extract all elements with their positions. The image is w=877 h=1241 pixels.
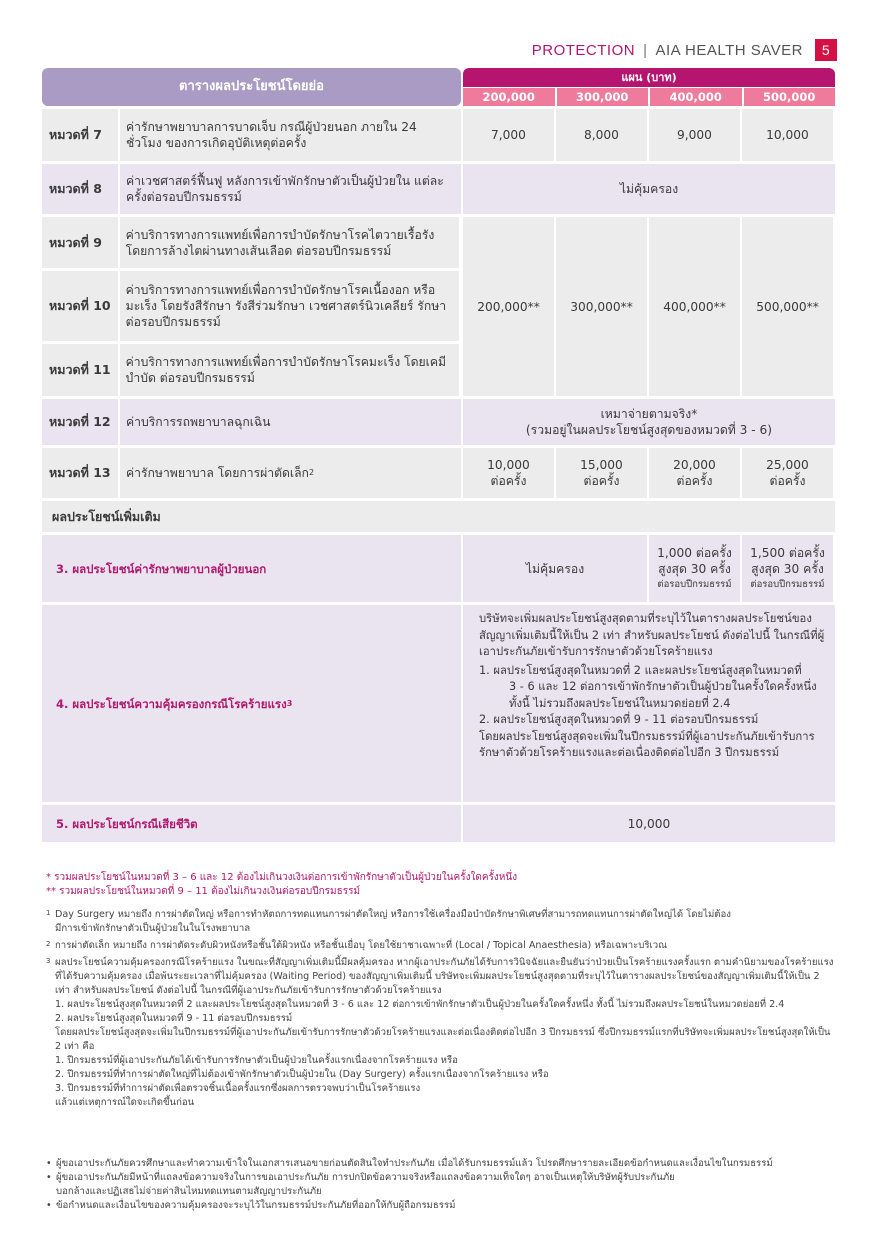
benefit-value: 10,000 [742, 109, 833, 161]
disclaimer-list [46, 1157, 836, 1213]
benefit-value: 400,000** [649, 217, 740, 396]
section-label: PROTECTION [531, 41, 636, 59]
table-row [42, 399, 835, 445]
benefit-limit: สูงสุด 30 ครั้ง [658, 561, 731, 576]
benefit-unit: ต่อรอบปีกรมธรรม์ [750, 578, 825, 590]
critical-intro: บริษัทจะเพิ่มผลประโยชน์สูงสุดตามที่ระบุไว้ในตารางผลประโยชน์ของสัญญาเพิ่มเติมนี้ให้เป็น 2 เท่า สำหรับผลประโยชน์ ดังต่อไปนี้ ในกรณีที่ผู้เอาประกันภัยเข้ารับการรักษาตัวด้วยโรคร้ายแรง [479, 612, 825, 658]
benefit-value: 300,000** [556, 217, 647, 396]
benefit-value [649, 448, 740, 498]
asterisk-note: ** รวมผลประโยชน์ในหมวดที่ 9 – 11 ต้องไม่เกินวงเงินต่อรอบปีกรมธรรม์ [46, 886, 361, 897]
footnote-ref: 2 [308, 468, 315, 477]
benefit-value: 8,000 [556, 109, 647, 161]
category-label: หมวดที่ 8 [42, 164, 118, 214]
footnote-ref: 3 [286, 698, 293, 708]
benefit-value: 9,000 [649, 109, 740, 161]
footnote-number: 3 [46, 957, 51, 965]
benefit-value [742, 448, 833, 498]
benefit-unit: ต่อครั้ง [583, 474, 620, 488]
benefit-unit: ต่อครั้ง [490, 474, 527, 488]
category-label: หมวดที่ 10 [42, 271, 118, 341]
category-desc: ค่าบริการทางการแพทย์เพื่อการบำบัดรักษาโรคมะเร็ง โดยเคมีบำบัด ต่อรอบปีกรมธรรม์ [120, 344, 459, 396]
critical-item-cont: 3 - 6 และ 12 ต่อการเข้าพักรักษาตัวเป็นผู้ป่วยในครั้งใดครั้งหนึ่ง ทั้งนี้ ไม่รวมถึงผลประโยชน์ในหมวดย่อยที่ 2.4 [509, 680, 817, 710]
extra-benefit-name: 5. ผลประโยชน์กรณีเสียชีวิต [42, 805, 461, 842]
benefit-limit: สูงสุด 30 ครั้ง [751, 561, 824, 576]
table-row [42, 535, 835, 602]
benefit-value: 500,000** [742, 217, 833, 396]
category-desc: ค่าบริการรถพยาบาลฉุกเฉิน [120, 399, 461, 445]
footnote-text: 1. ผลประโยชน์สูงสุดในหมวดที่ 2 และผลประโยชน์สูงสุดในหมวดที่ 3 - 6 และ 12 ต่อการเข้าพักรักษาตัวเป็นผู้ป่วยในครั้งใดครั้งหนึ่ง ทั้งนี้ ไม่รวมถึงผลประโยชน์ในหมวดย่อยที่ 2.4 [55, 999, 785, 1010]
plan-amount: 500,000 [744, 88, 836, 106]
table-row [42, 164, 835, 214]
extra-benefit-name: 3. ผลประโยชน์ค่ารักษาพยาบาลผู้ป่วยนอก [42, 535, 461, 602]
footnote-number: 2 [46, 940, 51, 948]
category-desc: ค่าบริการทางการแพทย์เพื่อการบำบัดรักษาโรคเนื้องอก หรือมะเร็ง โดยรังสีรักษา รังสีร่วมรักษา เวชศาสตร์นิวเคลียร์ รักษา ต่อรอบปีกรมธรรม์ [120, 271, 459, 341]
critical-item: 1. ผลประโยชน์สูงสุดในหมวดที่ 2 และผลประโยชน์สูงสุดในหมวดที่ [479, 663, 802, 677]
table-row [42, 109, 835, 161]
benefit-amount: 25,000 [766, 458, 809, 472]
disclaimer-item: • ผู้ขอเอาประกันภัยมีหน้าที่แถลงข้อความจริงในการขอเอาประกันภัย การปกปิดข้อความจริงหรือแถลงข้อความเท็จใดๆ อาจเป็นเหตุให้บริษัทผู้รับประกันภัย [46, 1171, 836, 1185]
section-heading: ผลประโยชน์เพิ่มเติม [42, 501, 835, 532]
footnote-text: ผลประโยชน์ความคุ้มครองกรณีโรคร้ายแรง ในขณะที่สัญญาเพิ่มเติมนี้มีผลคุ้มครอง หากผู้เอาประกันภัยได้รับการวินิจฉัยและยืนยันว่าป่วยเป็นโรคร้ายแรงครั้งแรก ตามคำนิยามของโรคร้ายแรงที่ได้รับความคุ้มครอง เมื่อพ้นระยะเวลาที่ไม่คุ้มครอง (Waiting Period) ของสัญญาเพิ่มเติมนี้ บริษัทจะเพิ่มผลประโยชน์สูงสุดตามที่ระบุไว้ในตารางผลประโยชน์ของสัญญาเพิ่มเติมนี้ให้เป็น 2 เท่า สำหรับผลประโยชน์ ดังต่อไปนี้ ในกรณีที่ผู้เอาประกันภัยเข้ารับการรักษาตัวด้วยโรคร้ายแรง [55, 957, 834, 996]
page-number: 5 [815, 39, 837, 61]
benefit-value: 10,000 [463, 805, 835, 842]
plan-amount: 200,000 [463, 88, 555, 106]
benefit-value-line: เหมาจ่ายตามจริง* [600, 407, 698, 421]
category-label: หมวดที่ 13 [42, 448, 118, 498]
product-name: AIA HEALTH SAVER [655, 41, 803, 59]
table-row [42, 805, 835, 842]
benefit-value [556, 448, 647, 498]
table-row [42, 448, 835, 498]
category-label: หมวดที่ 7 [42, 109, 118, 161]
footnote-text: มีการเข้าพักรักษาตัวเป็นผู้ป่วยในในโรงพยาบาล [55, 923, 251, 934]
benefit-value [463, 448, 554, 498]
critical-benefit-text [463, 605, 835, 802]
disclaimer-item: • ข้อกำหนดและเงื่อนไขของความคุ้มครองจะระบุไว้ในกรมธรรม์ประกันภัยที่ออกให้กับผู้ถือกรมธรรม์ [46, 1199, 836, 1213]
footnote-text: การผ่าตัดเล็ก หมายถึง การผ่าตัดระดับผิวหนังหรือชั้นใต้ผิวหนัง หรือชั้นเยื่อบุ โดยใช้ยาชาเฉพาะที่ (Local / Topical Anaesthesia) หรือเฉพาะบริเวณ [55, 940, 668, 951]
benefit-table [42, 68, 835, 845]
benefit-amount: 1,500 ต่อครั้ง [750, 545, 825, 560]
benefit-value: 200,000** [463, 217, 554, 396]
benefit-amount: 15,000 [580, 458, 623, 472]
category-desc: ค่าเวชศาสตร์ฟื้นฟู หลังการเข้าพักรักษาตัวเป็นผู้ป่วยใน แต่ละครั้งต่อรอบปีกรมธรรม์ [120, 164, 461, 214]
footnote [46, 939, 836, 953]
benefit-unit: ต่อครั้ง [769, 474, 806, 488]
critical-item: 2. ผลประโยชน์สูงสุดในหมวดที่ 9 - 11 ต่อรอบปีกรมธรรม์ [479, 713, 759, 726]
footnote-text: 3. ปีกรมธรรม์ที่ทำการผ่าตัดเพื่อตรวจชิ้นเนื้อครั้งแรกซึ่งผลการตรวจพบว่าเป็นโรคร้ายแรง [55, 1083, 421, 1094]
footnote-text: 2. ผลประโยชน์สูงสุดในหมวดที่ 9 - 11 ต่อรอบปีกรมธรรม์ [55, 1013, 293, 1024]
footnote [46, 956, 836, 1110]
page-header [532, 38, 837, 62]
plan-header [463, 68, 835, 106]
benefit-amount: 1,000 ต่อครั้ง [657, 545, 732, 560]
benefit-value-line: (รวมอยู่ในผลประโยชน์สูงสุดของหมวดที่ 3 - 6) [525, 423, 773, 437]
disclaimer-item-cont: บอกล้างและปฏิเสธไม่จ่ายค่าสินไหมทดแทนตามสัญญาประกันภัย [56, 1186, 322, 1197]
category-desc [120, 448, 461, 498]
benefit-unit: ต่อครั้ง [676, 474, 713, 488]
asterisk-note: * รวมผลประโยชน์ในหมวดที่ 3 – 6 และ 12 ต้องไม่เกินวงเงินต่อการเข้าพักรักษาตัวเป็นผู้ป่วยในครั้งใดครั้งหนึ่ง [46, 872, 518, 883]
benefit-value: ไม่คุ้มครอง [463, 535, 647, 602]
critical-outro: โดยผลประโยชน์สูงสุดจะเพิ่มในปีกรมธรรม์ที่ผู้เอาประกันภัยเข้ารับการรักษาตัวด้วยโรคร้ายแรงและต่อเนื่องติดต่อไปอีก 3 ปีกรมธรรม์ [479, 729, 815, 759]
footnote-text: 2. ปีกรมธรรม์ที่ทำการผ่าตัดใหญ่ที่ไม่ต้องเข้าพักรักษาตัวเป็นผู้ป่วยใน (Day Surgery) ครั้งแรกเนื่องจากโรคร้ายแรง หรือ [55, 1069, 549, 1080]
category-label: หมวดที่ 12 [42, 399, 118, 445]
footnote-text: Day Surgery หมายถึง การผ่าตัดใหญ่ หรือการทำหัตถการทดแทนการผ่าตัดใหญ่ หรือการใช้เครื่องมือบำบัดรักษาพิเศษที่สามารถทดแทนการผ่าตัดใหญ่ได้ โดยไม่ต้อง [55, 909, 731, 920]
footnote-number: 1 [46, 909, 51, 917]
asterisk-notes [46, 871, 517, 899]
category-desc-text: ค่ารักษาพยาบาล โดยการผ่าตัดเล็ก [126, 466, 309, 480]
table-row-group [42, 217, 835, 396]
footnote [46, 908, 836, 936]
benefit-value: ไม่คุ้มครอง [463, 164, 835, 214]
footnote-text: 1. ปีกรมธรรม์ที่ผู้เอาประกันภัยได้เข้ารับการรักษาตัวเป็นผู้ป่วยในครั้งแรกเนื่องจากโรคร้ายแรง หรือ [55, 1055, 458, 1066]
footnote-text: โดยผลประโยชน์สูงสุดจะเพิ่มในปีกรมธรรม์ที่ผู้เอาประกันภัยเข้ารับการรักษาตัวด้วยโรคร้ายแรงและต่อเนื่องติดต่อไปอีก 3 ปีกรมธรรม์ ซึ่งปีกรมธรรม์แรกที่บริษัทจะเพิ่มผลประโยชน์สูงสุดให้เป็น 2 เท่า คือ [55, 1027, 831, 1052]
header-divider: | [643, 41, 648, 59]
benefit-value [463, 399, 835, 445]
benefit-value: 7,000 [463, 109, 554, 161]
category-desc: ค่าบริการทางการแพทย์เพื่อการบำบัดรักษาโรคไตวายเรื้อรัง โดยการล้างไตผ่านทางเส้นเลือด ต่อรอบปีกรมธรรม์ [120, 217, 459, 268]
table-row [42, 605, 835, 802]
category-desc: ค่ารักษาพยาบาลการบาดเจ็บ กรณีผู้ป่วยนอก ภายใน 24 ชั่วโมง ของการเกิดอุบัติเหตุต่อครั้ง [120, 109, 461, 161]
plan-amount: 300,000 [557, 88, 649, 106]
extra-benefit-name [42, 605, 461, 802]
benefit-value [649, 535, 740, 602]
footnotes [46, 908, 836, 1111]
plan-amount: 400,000 [650, 88, 742, 106]
extra-benefit-name-text: 4. ผลประโยชน์ความคุ้มครองกรณีโรคร้ายแรง [56, 696, 287, 711]
category-label: หมวดที่ 9 [42, 217, 118, 268]
table-title: ตารางผลประโยชน์โดยย่อ [42, 68, 461, 106]
benefit-amount: 10,000 [487, 458, 530, 472]
footnote-text: แล้วแต่เหตุการณ์ใดจะเกิดขึ้นก่อน [55, 1097, 195, 1108]
plan-label: แผน (บาท) [463, 68, 835, 87]
benefit-unit: ต่อรอบปีกรมธรรม์ [657, 578, 732, 590]
category-label: หมวดที่ 11 [42, 344, 118, 396]
benefit-value [742, 535, 833, 602]
disclaimer-item: • ผู้ขอเอาประกันภัยควรศึกษาและทำความเข้าใจในเอกสารเสนอขายก่อนตัดสินใจทำประกันภัย เมื่อได้รับกรมธรรม์แล้ว โปรดศึกษารายละเอียดข้อกำหนดและเงื่อนไขในกรมธรรม์ [46, 1157, 836, 1171]
benefit-amount: 20,000 [673, 458, 716, 472]
